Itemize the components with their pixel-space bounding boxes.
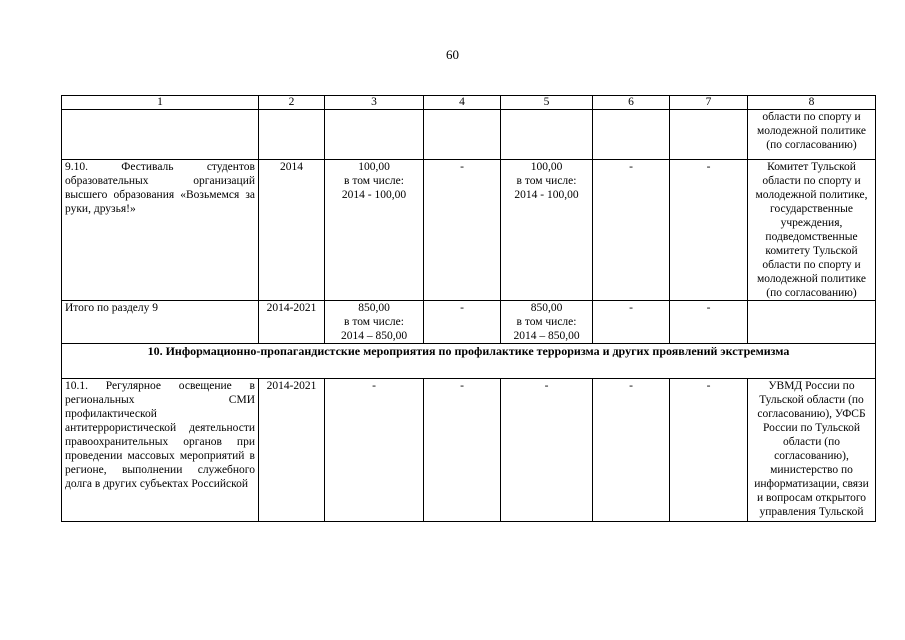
funding-including: в том числе: <box>516 175 577 187</box>
funding-total-cell: - <box>325 379 424 522</box>
table-row-10-1 <box>62 379 876 522</box>
executor-cell: УВМД России по Тульской области (по согласованию), УФСБ России по Тульской области (по согласованию), министерство по информатизации, связи и вопросам открытого управления Тульской <box>748 379 876 522</box>
cont-cell-4 <box>424 110 501 160</box>
header-col-6: 6 <box>593 96 670 110</box>
header-col-4: 4 <box>424 96 501 110</box>
header-col-2: 2 <box>259 96 325 110</box>
measure-name: 9.10. Фестиваль студентов образовательных организаций высшего образования «Возьмемся за руки, друзья!» <box>62 160 259 301</box>
funding-detail: 2014 - 100,00 <box>341 189 407 201</box>
funding-col-7: - <box>670 379 748 522</box>
header-col-3: 3 <box>325 96 424 110</box>
funding-amount: 100,00 <box>358 161 390 173</box>
header-col-1: 1 <box>62 96 259 110</box>
executor-cell <box>748 301 876 344</box>
funding-col-7: - <box>670 301 748 344</box>
funding-detail: 2014 – 850,00 <box>513 330 580 342</box>
funding-col-6: - <box>593 301 670 344</box>
funding-col-7: - <box>670 160 748 301</box>
funding-col-4: - <box>424 160 501 301</box>
section-title: 10. Информационно-пропагандистские мероприятия по профилактике терроризма и других проявлений экстремизма <box>62 344 876 379</box>
funding-including: в том числе: <box>344 316 404 328</box>
funding-total-cell <box>325 301 424 344</box>
page-number: 60 <box>446 47 459 62</box>
measures-table <box>61 95 876 522</box>
section-10-heading-row <box>62 344 876 379</box>
funding-col-4: - <box>424 379 501 522</box>
cont-cell-2 <box>259 110 325 160</box>
header-row <box>62 96 876 110</box>
funding-col-6: - <box>593 379 670 522</box>
continuation-row <box>62 110 876 160</box>
funding-detail: 2014 – 850,00 <box>340 330 408 342</box>
years-cell: 2014 <box>259 160 325 301</box>
cont-cell-5 <box>501 110 593 160</box>
header-col-8: 8 <box>748 96 876 110</box>
cont-cell-6 <box>593 110 670 160</box>
cont-cell-1 <box>62 110 259 160</box>
funding-col-4: - <box>424 301 501 344</box>
funding-detail: 2014 - 100,00 <box>514 189 579 201</box>
total-row-section-9 <box>62 301 876 344</box>
funding-including: в том числе: <box>344 175 404 187</box>
table-row-9-10 <box>62 160 876 301</box>
funding-total-cell <box>325 160 424 301</box>
funding-including: в том числе: <box>516 316 577 328</box>
funding-regional-cell: - <box>501 379 593 522</box>
executor-cell: Комитет Тульской области по спорту и молодежной политике, государственные учреждения, подведомственные комитету Тульской области по спорту и молодежной политике (по согласованию) <box>748 160 876 301</box>
header-col-5: 5 <box>501 96 593 110</box>
funding-regional-cell <box>501 301 593 344</box>
cont-cell-3 <box>325 110 424 160</box>
years-cell: 2014-2021 <box>259 379 325 522</box>
measure-name: 10.1. Регулярное освещение в региональных СМИ профилактической антитеррористической деятельности правоохранительных органов при проведении массовых мероприятий в регионе, выполнении служебного долга в других субъектах Российской <box>62 379 259 522</box>
funding-amount: 100,00 <box>530 161 563 173</box>
cont-cell-7 <box>670 110 748 160</box>
header-col-7: 7 <box>670 96 748 110</box>
funding-regional-cell <box>501 160 593 301</box>
cont-executor: области по спорту и молодежной политике (по согласованию) <box>748 110 876 160</box>
years-cell: 2014-2021 <box>259 301 325 344</box>
funding-col-6: - <box>593 160 670 301</box>
total-label: Итого по разделу 9 <box>62 301 259 344</box>
funding-amount: 850,00 <box>358 302 390 314</box>
funding-amount: 850,00 <box>530 302 563 314</box>
